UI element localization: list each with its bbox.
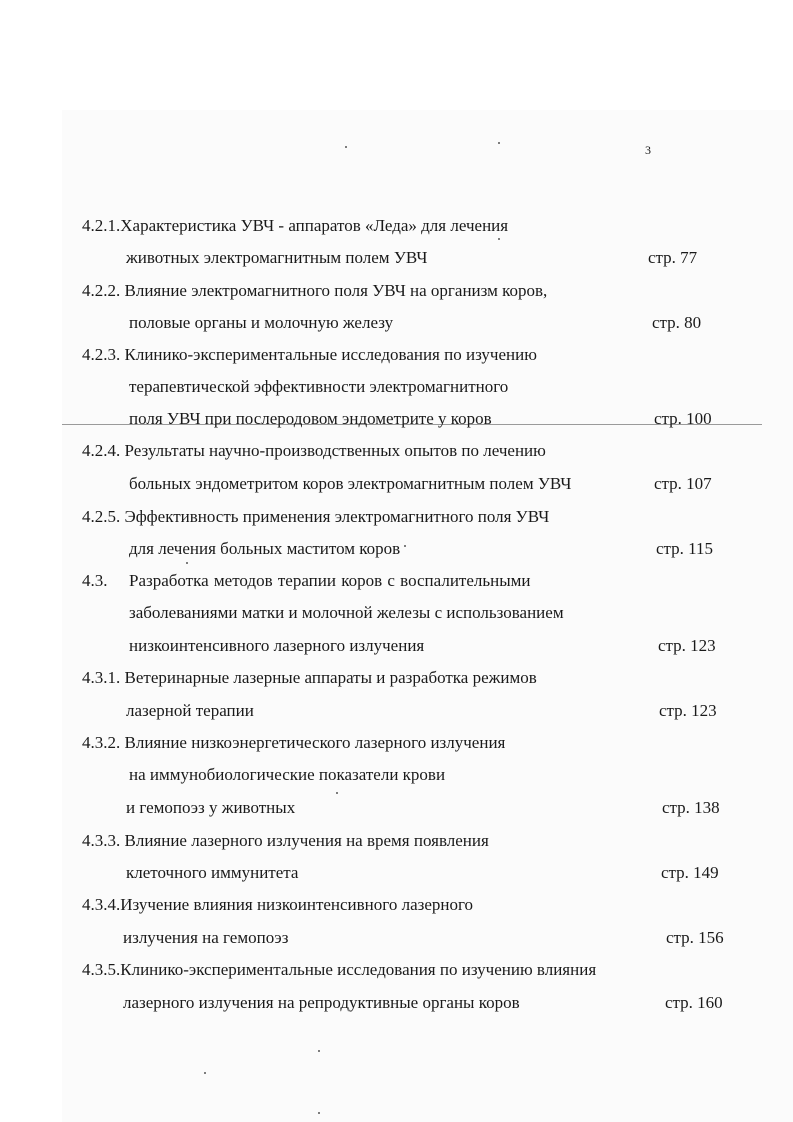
toc-entry-title: 4.3.5.Клинико-экспериментальные исследования по изучению влияния — [82, 960, 597, 979]
toc-page-ref: стр. 149 — [661, 863, 719, 882]
toc-entry-title: 4.3.4.Изучение влияния низкоинтенсивного лазерного — [82, 895, 474, 914]
toc-entry-title: и гемопоэз у животных — [126, 798, 296, 817]
scan-speck — [336, 792, 338, 794]
scan-speck — [498, 142, 500, 144]
toc-entry-title: половые органы и молочную железу — [129, 313, 394, 332]
toc-entry-title: Разработка методов терапии коров с воспалительными — [129, 571, 531, 590]
toc-page-ref: стр. 100 — [654, 409, 712, 428]
toc-page-ref: стр. 123 — [659, 701, 717, 720]
toc-entry-title: 4.2.5. Эффективность применения электромагнитного поля УВЧ — [82, 507, 550, 526]
scan-speck — [404, 545, 406, 547]
toc-entry-title: заболеваниями матки и молочной железы с использованием — [129, 603, 564, 622]
toc-entry-title: поля УВЧ при послеродовом эндометрите у коров — [129, 409, 492, 428]
toc-entry-title: 4.2.1.Характеристика УВЧ - аппаратов «Леда» для лечения — [82, 216, 509, 235]
toc-entry-title: животных электромагнитным полем УВЧ — [126, 248, 428, 267]
toc-page-ref: стр. 138 — [662, 798, 720, 817]
toc-entry-title: для лечения больных маститом коров — [129, 539, 401, 558]
toc-entry-title: 4.3.3. Влияние лазерного излучения на время появления — [82, 831, 489, 850]
toc-entry-title: 4.3.1. Ветеринарные лазерные аппараты и разработка режимов — [82, 668, 537, 687]
toc-entry-title: 4.2.4. Результаты научно-производственных опытов по лечению — [82, 441, 546, 460]
toc-entry-number: 4.3. — [82, 571, 108, 590]
toc-page-ref: стр. 80 — [652, 313, 702, 332]
scan-speck — [186, 562, 188, 564]
toc-entry-title: 4.2.2. Влияние электромагнитного поля УВЧ на организм коров, — [82, 281, 548, 300]
toc-page-ref: стр. 160 — [665, 993, 723, 1012]
toc-entry-title: лазерной терапии — [126, 701, 254, 720]
toc-page-ref: стр. 77 — [648, 248, 698, 267]
toc-page-ref: стр. 115 — [656, 539, 714, 558]
toc-page-ref: стр. 156 — [666, 928, 724, 947]
scan-speck — [318, 1112, 320, 1114]
toc-entry-title: 4.2.3. Клинико-экспериментальные исследования по изучению — [82, 345, 537, 364]
toc-entry-title: терапевтической эффективности электромагнитного — [129, 377, 509, 396]
toc-entry-title: больных эндометритом коров электромагнитным полем УВЧ — [129, 474, 572, 493]
scan-speck — [204, 1072, 206, 1074]
toc-entry-title: клеточного иммунитета — [126, 863, 299, 882]
toc-entry-title: на иммунобиологические показатели крови — [129, 765, 446, 784]
scan-speck — [318, 1050, 320, 1052]
toc-entry-title: лазерного излучения на репродуктивные органы коров — [123, 993, 520, 1012]
toc-entry-title: низкоинтенсивного лазерного излучения — [129, 636, 425, 655]
page-number: 3 — [645, 143, 651, 157]
toc-entry-title: излучения на гемопоэз — [123, 928, 289, 947]
scan-speck — [345, 146, 347, 148]
toc-page-ref: стр. 107 — [654, 474, 712, 493]
scan-speck — [498, 238, 500, 240]
toc-page-ref: стр. 123 — [658, 636, 716, 655]
toc-entry-title: 4.3.2. Влияние низкоэнергетического лазерного излучения — [82, 733, 506, 752]
